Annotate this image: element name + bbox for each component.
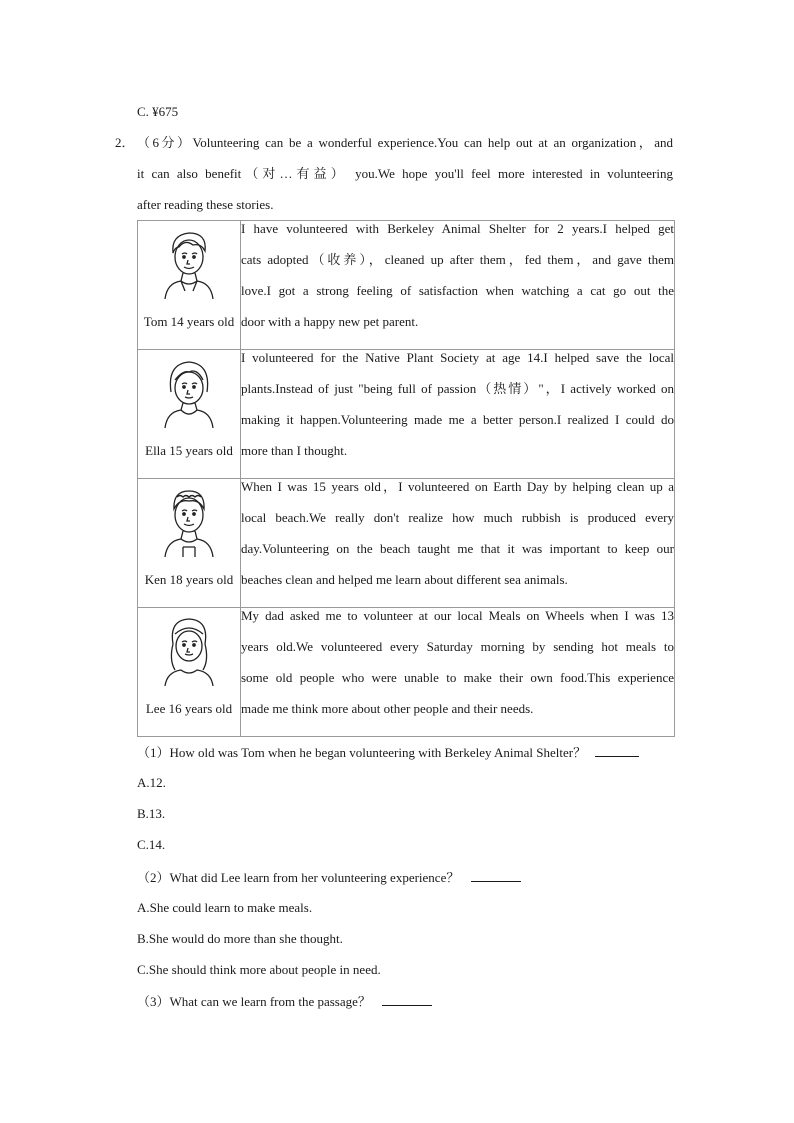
story-line: When I was 15 years old，I volunteered on Earth Day by helping clean up a xyxy=(241,479,674,494)
story-line: years old.We volunteered every Saturday morning by sending hot meals to xyxy=(241,639,674,654)
story-line: I have volunteered with Berkeley Animal Shelter for 2 years.I helped get xyxy=(241,221,674,236)
portrait-cell xyxy=(138,479,241,608)
sub-question-3 xyxy=(137,993,432,1010)
story-line: some old people who were unable to make their own food.This experience xyxy=(241,670,674,685)
option-c: C.14. xyxy=(137,837,166,852)
story-line: I volunteered for the Native Plant Society at age 14.I helped save the local xyxy=(241,350,674,365)
previous-option-c: C. ¥675 xyxy=(137,104,179,119)
answer-blank[interactable] xyxy=(382,993,432,1006)
story-line: making it happen.Volunteering made me a better person.I realized I could do xyxy=(241,412,674,427)
question-intro-line-3: after reading these stories. xyxy=(137,197,274,212)
portrait-cell xyxy=(138,221,241,350)
answer-blank[interactable] xyxy=(471,869,521,882)
girl-portrait-icon xyxy=(157,356,221,428)
boy-portrait-icon xyxy=(157,227,221,299)
stories-table xyxy=(137,220,675,737)
question-prompt: （1）How old was Tom when he began volunteering with Berkeley Animal Shelter？ xyxy=(137,745,587,760)
story-text xyxy=(241,221,675,350)
story-text xyxy=(241,479,675,608)
sub-question-1 xyxy=(137,744,639,761)
story-line: door with a happy new pet parent. xyxy=(241,314,419,329)
option-b: B.She would do more than she thought. xyxy=(137,931,343,946)
story-caption: Ella 15 years old xyxy=(145,443,233,458)
question-prompt: （3）What can we learn from the passage？ xyxy=(137,994,371,1009)
option-a: A.She could learn to make meals. xyxy=(137,900,313,915)
girl-portrait-icon xyxy=(157,614,221,686)
story-line: more than I thought. xyxy=(241,443,348,458)
story-caption: Ken 18 years old xyxy=(144,572,234,587)
question-intro-line-2: it can also benefit（对…有益） you.We hope you'll feel more interested in volunteering xyxy=(137,166,673,181)
table-row xyxy=(138,350,675,479)
table-row xyxy=(138,221,675,350)
question-prompt: （2）What did Lee learn from her volunteering experience？ xyxy=(137,870,460,885)
story-caption: Lee 16 years old xyxy=(145,701,233,716)
story-line: cats adopted（收养），cleaned up after them，fed them，and gave them xyxy=(241,252,674,267)
story-line: plants.Instead of just "being full of passion（热情）"，I actively worked on xyxy=(241,381,674,396)
boy-portrait-icon xyxy=(157,485,221,557)
story-line: made me think more about other people and their needs. xyxy=(241,701,534,716)
question-number: 2． xyxy=(115,135,135,150)
portrait-cell xyxy=(138,350,241,479)
sub-question-2 xyxy=(137,869,521,886)
answer-blank[interactable] xyxy=(595,744,639,757)
story-line: love.I got a strong feeling of satisfaction when watching a cat go out the xyxy=(241,283,674,298)
portrait-cell xyxy=(138,608,241,737)
story-line: local beach.We really don't realize how much rubbish is produced every xyxy=(241,510,674,525)
story-caption: Tom 14 years old xyxy=(143,314,235,329)
story-line: day.Volunteering on the beach taught me that it was important to keep our xyxy=(241,541,674,556)
story-line: My dad asked me to volunteer at our local Meals on Wheels when I was 13 xyxy=(241,608,674,623)
table-row xyxy=(138,479,675,608)
option-c: C.She should think more about people in need. xyxy=(137,962,381,977)
question-intro-line-1: （6分）Volunteering can be a wonderful experience.You can help out at an organization，and xyxy=(137,135,673,150)
option-b: B.13. xyxy=(137,806,166,821)
table-row xyxy=(138,608,675,737)
story-line: beaches clean and helped me learn about different sea animals. xyxy=(241,572,568,587)
story-text xyxy=(241,608,675,737)
story-text xyxy=(241,350,675,479)
option-a: A.12. xyxy=(137,775,166,790)
